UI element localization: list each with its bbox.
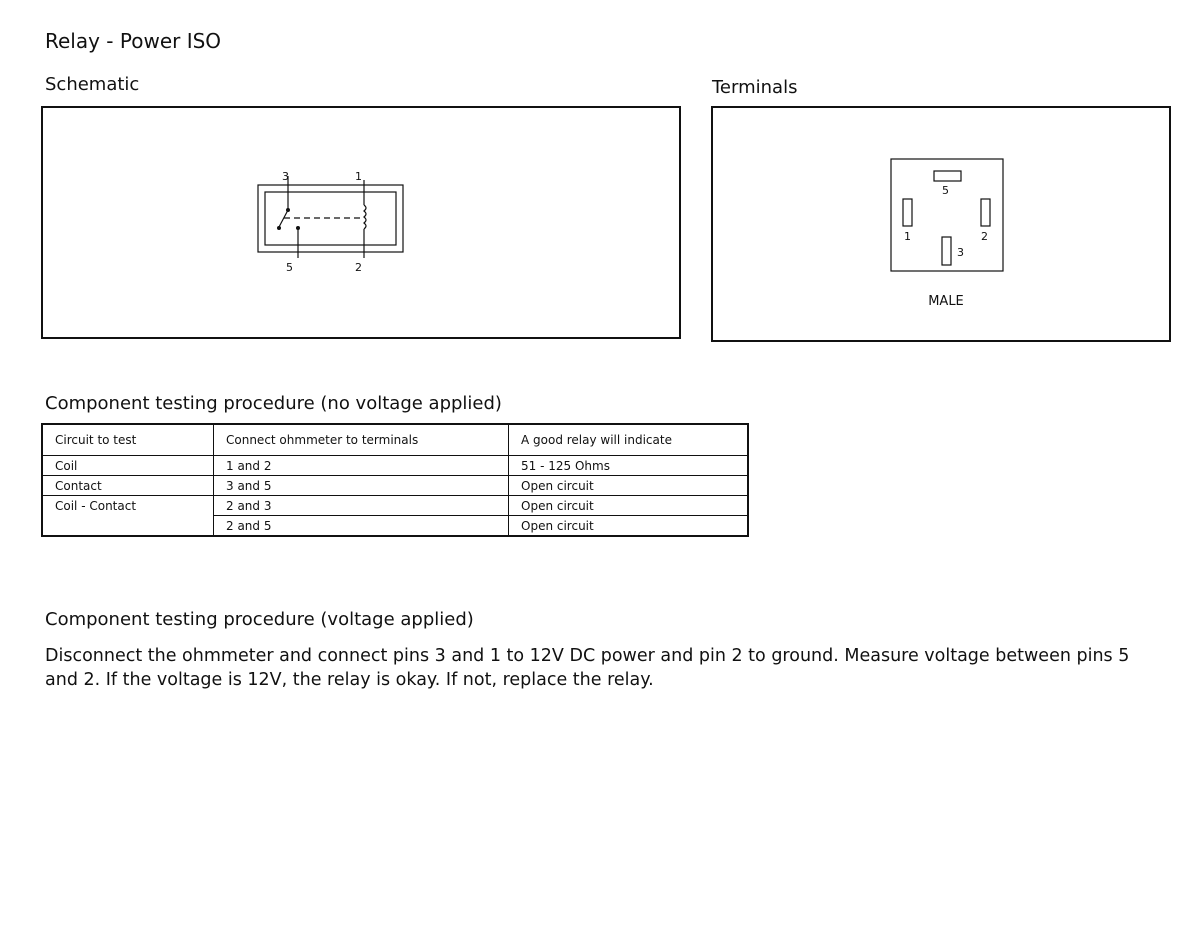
table-row [42, 496, 748, 516]
terminal-5-blade [934, 171, 961, 181]
pin-label-5: 5 [286, 261, 293, 274]
connector-outline [891, 159, 1003, 271]
table-cell: Coil [42, 456, 214, 476]
table-cell: Open circuit [509, 476, 749, 496]
table-header-row [42, 424, 748, 456]
switch-arm-dot [277, 226, 281, 230]
table-cell: Open circuit [509, 516, 749, 537]
terminal-label-1: 1 [904, 230, 911, 243]
table-cell: 3 and 5 [214, 476, 509, 496]
column-header: Circuit to test [42, 424, 214, 456]
table-row [42, 516, 748, 537]
relay-schematic-diagram [43, 108, 683, 341]
table-cell [42, 516, 214, 537]
table-row [42, 456, 748, 476]
coil-symbol [364, 205, 366, 229]
no-voltage-heading: Component testing procedure (no voltage applied) [45, 393, 502, 414]
ohmmeter-test-table [41, 423, 749, 537]
column-header: Connect ohmmeter to terminals [214, 424, 509, 456]
pin-label-3: 3 [282, 170, 289, 183]
page-title: Relay - Power ISO [45, 29, 222, 53]
terminals-panel [711, 106, 1171, 342]
table-cell: Contact [42, 476, 214, 496]
table-cell: Coil - Contact [42, 496, 214, 516]
schematic-panel [41, 106, 681, 339]
table-cell: 2 and 5 [214, 516, 509, 537]
schematic-heading: Schematic [45, 74, 140, 95]
relay-body-outer [258, 185, 403, 252]
terminal-1-blade [903, 199, 912, 226]
terminal-label-3: 3 [957, 246, 964, 259]
table-row [42, 476, 748, 496]
table-cell: 51 - 125 Ohms [509, 456, 749, 476]
table-cell: Open circuit [509, 496, 749, 516]
table-cell: 1 and 2 [214, 456, 509, 476]
column-header: A good relay will indicate [509, 424, 749, 456]
terminal-label-2: 2 [981, 230, 988, 243]
pin-label-2: 2 [355, 261, 362, 274]
terminal-3-blade [942, 237, 951, 265]
connector-gender-label: MALE [928, 294, 964, 309]
voltage-test-instructions: Disconnect the ohmmeter and connect pins 3 and 1 to 12V DC power and pin 2 to ground. Measure voltage between pins 5 and 2. If the voltage is 12V, the relay is okay. If not, replace the relay. [45, 646, 1130, 690]
voltage-test-heading: Component testing procedure (voltage applied) [45, 609, 474, 630]
pin-label-1: 1 [355, 170, 362, 183]
terminals-heading: Terminals [712, 77, 798, 98]
terminal-layout-diagram [713, 108, 1173, 344]
terminal-label-5: 5 [942, 184, 949, 197]
table-cell: 2 and 3 [214, 496, 509, 516]
terminal-2-blade [981, 199, 990, 226]
